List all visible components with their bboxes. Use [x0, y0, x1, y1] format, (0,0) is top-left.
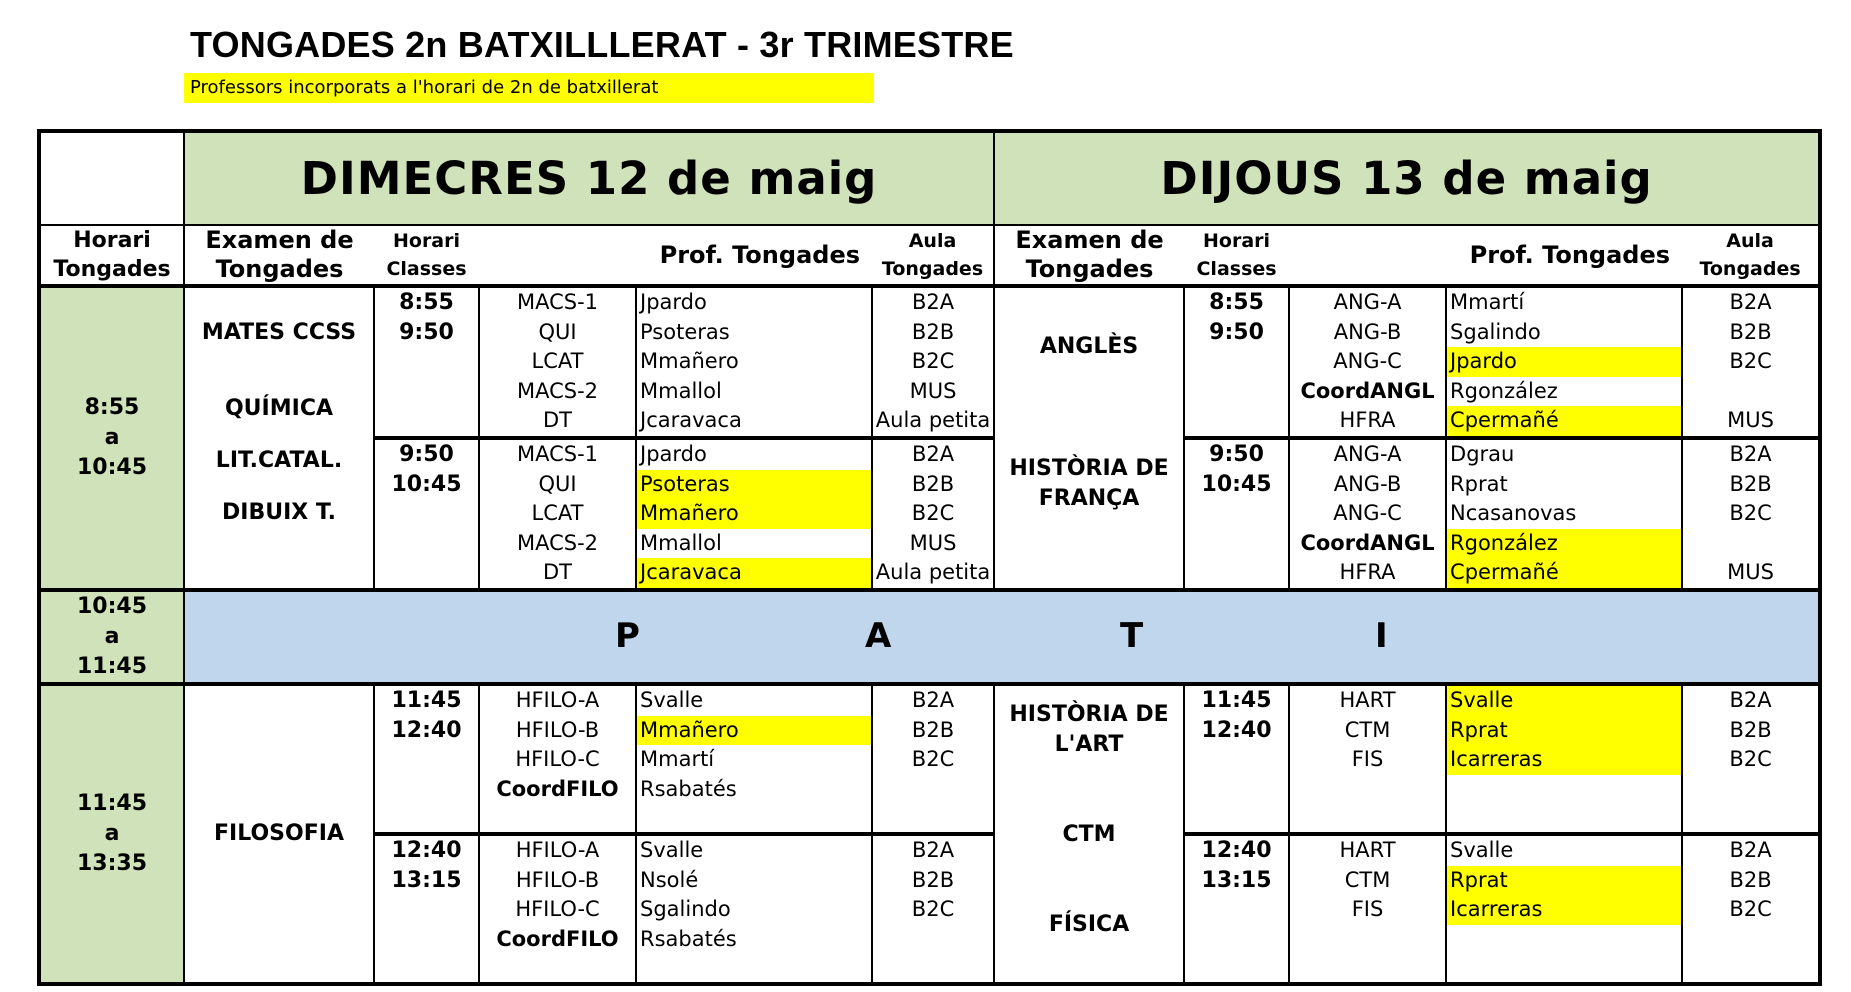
room-list: B2A B2B B2C MUS Aula petita [872, 286, 994, 438]
col-header-aula: Aula Tongades [872, 225, 994, 286]
class-time-block: 11:45 12:40 [374, 684, 479, 834]
pati-letter: A [865, 615, 892, 656]
col-header-prof: Prof. Tongades [1289, 225, 1682, 286]
group-list: HFILO-A HFILO-B HFILO-C CoordFILO [479, 684, 636, 834]
teacher-list: Svalle Nsolé Sgalindo Rsabatés [636, 834, 872, 984]
exam-list-wednesday-midday: FILOSOFIA [184, 684, 374, 984]
room-list: B2A B2B B2C MUS [1682, 286, 1820, 438]
class-time-block: 8:55 9:50 [1184, 286, 1289, 438]
room-list: B2A B2B B2C MUS Aula petita [872, 438, 994, 590]
time-slot-2: 11:45 a 13:35 [39, 684, 184, 984]
subtitle-note: Professors incorporats a l'horari de 2n de batxillerat [184, 73, 874, 103]
class-time-block: 12:40 13:15 [374, 834, 479, 984]
class-time-block: 11:45 12:40 [1184, 684, 1289, 834]
group-list: HART CTM FIS [1289, 684, 1446, 834]
class-time-block: 12:40 13:15 [1184, 834, 1289, 984]
teacher-list: Svalle Mmañero Mmartí Rsabatés [636, 684, 872, 834]
teacher-list: Dgrau Rprat Ncasanovas Rgonzález Cpermañé [1446, 438, 1682, 590]
col-header-aula: Aula Tongades [1682, 225, 1820, 286]
col-header-horari-tongades: Horari Tongades [39, 225, 184, 286]
pati-letter: I [1375, 615, 1388, 656]
time-slot-1: 8:55 a 10:45 [39, 286, 184, 590]
group-list: HART CTM FIS [1289, 834, 1446, 984]
col-header-horari-classes: Horari Classes [1184, 225, 1289, 286]
col-header-examen: Examen de Tongades [184, 225, 374, 286]
room-list: B2A B2B B2C [1682, 834, 1820, 984]
teacher-list: Svalle Rprat Icarreras [1446, 684, 1682, 834]
teacher-list: Mmartí Sgalindo Jpardo Rgonzález Cpermañé [1446, 286, 1682, 438]
pati-letter: P [615, 615, 640, 656]
room-list: B2A B2B B2C [872, 684, 994, 834]
teacher-list: Svalle Rprat Icarreras [1446, 834, 1682, 984]
group-list: MACS-1 QUI LCAT MACS-2 DT [479, 286, 636, 438]
pati-break-banner [184, 590, 1820, 684]
class-time-block: 9:50 10:45 [374, 438, 479, 590]
col-header-prof: Prof. Tongades [479, 225, 872, 286]
pati-letter: T [1120, 615, 1144, 656]
room-list: B2A B2B B2C [872, 834, 994, 984]
teacher-list: Jpardo Psoteras Mmañero Mmallol Jcaravaca [636, 286, 872, 438]
teacher-list: Jpardo Psoteras Mmañero Mmallol Jcaravaca [636, 438, 872, 590]
day-header-wednesday: DIMECRES 12 de maig [184, 131, 994, 225]
group-list: HFILO-A HFILO-B HFILO-C CoordFILO [479, 834, 636, 984]
exam-list-thursday-morning: ANGLÈS HISTÒRIA DE FRANÇA [994, 286, 1184, 590]
group-list: ANG-A ANG-B ANG-C CoordANGL HFRA [1289, 438, 1446, 590]
col-header-horari-classes: Horari Classes [374, 225, 479, 286]
col-header-examen: Examen de Tongades [994, 225, 1184, 286]
schedule-table [37, 129, 1822, 986]
corner-cell [39, 131, 184, 225]
exam-list-wednesday-morning: MATES CCSS QUÍMICA LIT.CATAL. DIBUIX T. [184, 286, 374, 590]
group-list: ANG-A ANG-B ANG-C CoordANGL HFRA [1289, 286, 1446, 438]
class-time-block: 9:50 10:45 [1184, 438, 1289, 590]
time-slot-pati: 10:45 a 11:45 [39, 590, 184, 684]
exam-list-thursday-midday: HISTÒRIA DE L'ART CTM FÍSICA [994, 684, 1184, 984]
room-list: B2A B2B B2C [1682, 684, 1820, 834]
day-header-thursday: DIJOUS 13 de maig [994, 131, 1820, 225]
room-list: B2A B2B B2C MUS [1682, 438, 1820, 590]
page-title: TONGADES 2n BATXILLLERAT - 3r TRIMESTRE [190, 24, 1014, 65]
class-time-block: 8:55 9:50 [374, 286, 479, 438]
group-list: MACS-1 QUI LCAT MACS-2 DT [479, 438, 636, 590]
